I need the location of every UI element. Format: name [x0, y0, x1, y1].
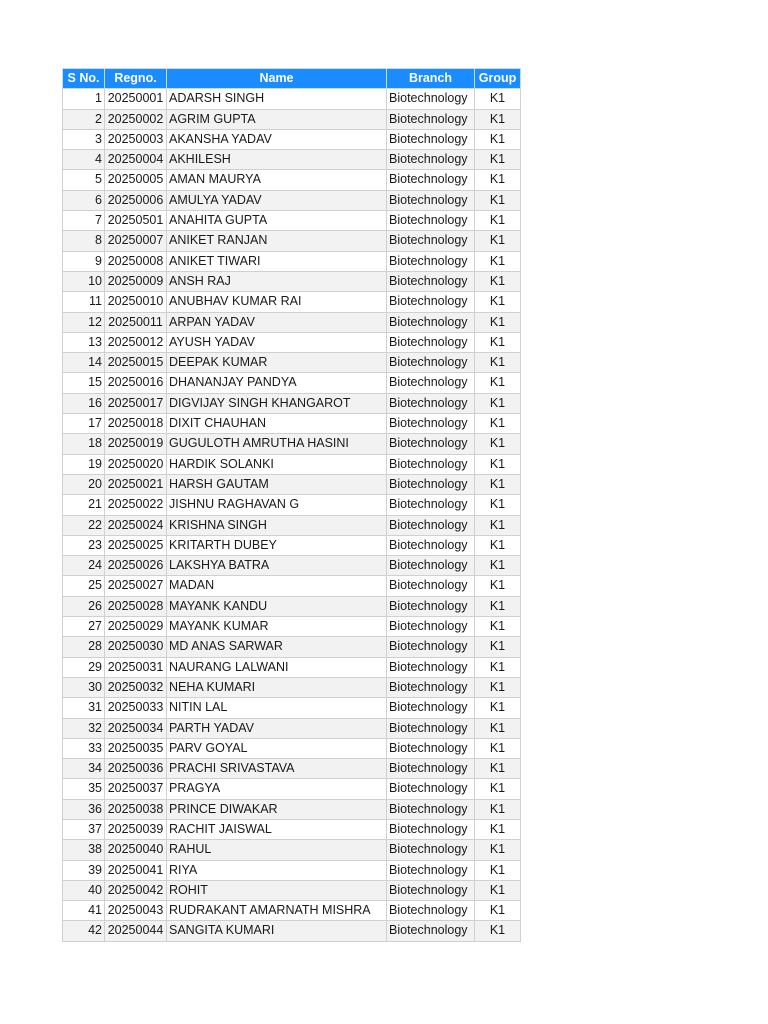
- cell-group: K1: [475, 89, 521, 109]
- cell-sno: 33: [63, 738, 105, 758]
- cell-sno: 2: [63, 109, 105, 129]
- cell-regno: 20250011: [105, 312, 167, 332]
- cell-sno: 32: [63, 718, 105, 738]
- cell-name: AMAN MAURYA: [167, 170, 387, 190]
- cell-name: ROHIT: [167, 880, 387, 900]
- table-row: [63, 698, 521, 718]
- cell-name: RUDRAKANT AMARNATH MISHRA: [167, 901, 387, 921]
- cell-branch: Biotechnology: [387, 657, 475, 677]
- cell-regno: 20250016: [105, 373, 167, 393]
- cell-branch: Biotechnology: [387, 231, 475, 251]
- cell-branch: Biotechnology: [387, 434, 475, 454]
- cell-regno: 20250041: [105, 860, 167, 880]
- cell-regno: 20250001: [105, 89, 167, 109]
- cell-regno: 20250037: [105, 779, 167, 799]
- table-row: [63, 738, 521, 758]
- cell-branch: Biotechnology: [387, 170, 475, 190]
- cell-regno: 20250029: [105, 617, 167, 637]
- table-row: [63, 535, 521, 555]
- cell-sno: 24: [63, 556, 105, 576]
- table-row: [63, 129, 521, 149]
- cell-name: DIXIT CHAUHAN: [167, 414, 387, 434]
- table-row: [63, 414, 521, 434]
- cell-branch: Biotechnology: [387, 617, 475, 637]
- cell-regno: 20250017: [105, 393, 167, 413]
- table-row: [63, 150, 521, 170]
- cell-branch: Biotechnology: [387, 211, 475, 231]
- cell-sno: 26: [63, 596, 105, 616]
- cell-group: K1: [475, 332, 521, 352]
- cell-name: AGRIM GUPTA: [167, 109, 387, 129]
- cell-sno: 10: [63, 271, 105, 291]
- cell-name: PARTH YADAV: [167, 718, 387, 738]
- table-body: [63, 89, 521, 941]
- cell-regno: 20250042: [105, 880, 167, 900]
- cell-sno: 34: [63, 759, 105, 779]
- cell-regno: 20250031: [105, 657, 167, 677]
- cell-regno: 20250026: [105, 556, 167, 576]
- cell-group: K1: [475, 779, 521, 799]
- cell-name: RAHUL: [167, 840, 387, 860]
- cell-name: AMULYA YADAV: [167, 190, 387, 210]
- cell-group: K1: [475, 495, 521, 515]
- cell-name: LAKSHYA BATRA: [167, 556, 387, 576]
- table-row: [63, 231, 521, 251]
- cell-sno: 31: [63, 698, 105, 718]
- cell-sno: 5: [63, 170, 105, 190]
- cell-regno: 20250039: [105, 819, 167, 839]
- table-row: [63, 190, 521, 210]
- cell-branch: Biotechnology: [387, 738, 475, 758]
- table-row: [63, 211, 521, 231]
- cell-sno: 22: [63, 515, 105, 535]
- cell-regno: 20250028: [105, 596, 167, 616]
- cell-sno: 30: [63, 677, 105, 697]
- cell-branch: Biotechnology: [387, 860, 475, 880]
- table-row: [63, 921, 521, 941]
- cell-group: K1: [475, 698, 521, 718]
- cell-name: JISHNU RAGHAVAN G: [167, 495, 387, 515]
- cell-group: K1: [475, 880, 521, 900]
- cell-regno: 20250032: [105, 677, 167, 697]
- table-row: [63, 779, 521, 799]
- cell-sno: 41: [63, 901, 105, 921]
- cell-group: K1: [475, 150, 521, 170]
- cell-name: NAURANG LALWANI: [167, 657, 387, 677]
- cell-group: K1: [475, 840, 521, 860]
- cell-group: K1: [475, 292, 521, 312]
- cell-name: GUGULOTH AMRUTHA HASINI: [167, 434, 387, 454]
- cell-branch: Biotechnology: [387, 312, 475, 332]
- cell-branch: Biotechnology: [387, 393, 475, 413]
- table-row: [63, 799, 521, 819]
- header-name: Name: [167, 69, 387, 89]
- cell-group: K1: [475, 819, 521, 839]
- cell-name: RACHIT JAISWAL: [167, 819, 387, 839]
- cell-sno: 15: [63, 373, 105, 393]
- table-row: [63, 556, 521, 576]
- cell-name: PRINCE DIWAKAR: [167, 799, 387, 819]
- cell-name: HARDIK SOLANKI: [167, 454, 387, 474]
- cell-branch: Biotechnology: [387, 677, 475, 697]
- cell-group: K1: [475, 576, 521, 596]
- cell-regno: 20250019: [105, 434, 167, 454]
- table-row: [63, 901, 521, 921]
- cell-branch: Biotechnology: [387, 89, 475, 109]
- cell-group: K1: [475, 860, 521, 880]
- cell-name: PRACHI SRIVASTAVA: [167, 759, 387, 779]
- table-row: [63, 840, 521, 860]
- cell-sno: 6: [63, 190, 105, 210]
- cell-sno: 14: [63, 353, 105, 373]
- cell-group: K1: [475, 454, 521, 474]
- cell-name: MAYANK KANDU: [167, 596, 387, 616]
- cell-group: K1: [475, 373, 521, 393]
- table-row: [63, 860, 521, 880]
- cell-branch: Biotechnology: [387, 454, 475, 474]
- cell-regno: 20250005: [105, 170, 167, 190]
- cell-regno: 20250021: [105, 474, 167, 494]
- cell-branch: Biotechnology: [387, 150, 475, 170]
- table-row: [63, 251, 521, 271]
- cell-sno: 27: [63, 617, 105, 637]
- cell-branch: Biotechnology: [387, 373, 475, 393]
- table-row: [63, 657, 521, 677]
- cell-group: K1: [475, 474, 521, 494]
- student-table: [62, 68, 521, 942]
- table-row: [63, 637, 521, 657]
- header-group: Group: [475, 69, 521, 89]
- cell-name: HARSH GAUTAM: [167, 474, 387, 494]
- cell-name: DHANANJAY PANDYA: [167, 373, 387, 393]
- cell-name: PARV GOYAL: [167, 738, 387, 758]
- cell-group: K1: [475, 271, 521, 291]
- cell-group: K1: [475, 353, 521, 373]
- cell-regno: 20250010: [105, 292, 167, 312]
- cell-regno: 20250038: [105, 799, 167, 819]
- cell-regno: 20250004: [105, 150, 167, 170]
- cell-branch: Biotechnology: [387, 779, 475, 799]
- cell-group: K1: [475, 170, 521, 190]
- cell-sno: 42: [63, 921, 105, 941]
- cell-regno: 20250030: [105, 637, 167, 657]
- cell-group: K1: [475, 211, 521, 231]
- cell-regno: 20250006: [105, 190, 167, 210]
- cell-name: MADAN: [167, 576, 387, 596]
- table-row: [63, 880, 521, 900]
- cell-sno: 11: [63, 292, 105, 312]
- cell-name: PRAGYA: [167, 779, 387, 799]
- cell-group: K1: [475, 901, 521, 921]
- cell-regno: 20250008: [105, 251, 167, 271]
- cell-group: K1: [475, 637, 521, 657]
- cell-branch: Biotechnology: [387, 129, 475, 149]
- cell-name: ADARSH SINGH: [167, 89, 387, 109]
- cell-branch: Biotechnology: [387, 414, 475, 434]
- cell-group: K1: [475, 617, 521, 637]
- cell-group: K1: [475, 231, 521, 251]
- cell-sno: 25: [63, 576, 105, 596]
- cell-regno: 20250003: [105, 129, 167, 149]
- cell-sno: 23: [63, 535, 105, 555]
- cell-branch: Biotechnology: [387, 495, 475, 515]
- cell-group: K1: [475, 190, 521, 210]
- header-regno: Regno.: [105, 69, 167, 89]
- cell-branch: Biotechnology: [387, 819, 475, 839]
- cell-branch: Biotechnology: [387, 576, 475, 596]
- table-row: [63, 312, 521, 332]
- cell-sno: 28: [63, 637, 105, 657]
- cell-group: K1: [475, 596, 521, 616]
- cell-sno: 8: [63, 231, 105, 251]
- cell-group: K1: [475, 393, 521, 413]
- cell-branch: Biotechnology: [387, 840, 475, 860]
- cell-sno: 17: [63, 414, 105, 434]
- header-branch: Branch: [387, 69, 475, 89]
- cell-branch: Biotechnology: [387, 251, 475, 271]
- cell-group: K1: [475, 109, 521, 129]
- table-row: [63, 474, 521, 494]
- cell-name: ANSH RAJ: [167, 271, 387, 291]
- cell-name: AKANSHA YADAV: [167, 129, 387, 149]
- cell-group: K1: [475, 556, 521, 576]
- table-row: [63, 576, 521, 596]
- cell-sno: 16: [63, 393, 105, 413]
- table-header-row: [63, 69, 521, 89]
- cell-regno: 20250034: [105, 718, 167, 738]
- cell-group: K1: [475, 414, 521, 434]
- cell-branch: Biotechnology: [387, 190, 475, 210]
- cell-regno: 20250012: [105, 332, 167, 352]
- cell-branch: Biotechnology: [387, 271, 475, 291]
- cell-branch: Biotechnology: [387, 901, 475, 921]
- cell-regno: 20250035: [105, 738, 167, 758]
- cell-sno: 12: [63, 312, 105, 332]
- table-row: [63, 393, 521, 413]
- cell-name: ANUBHAV KUMAR RAI: [167, 292, 387, 312]
- cell-name: ARPAN YADAV: [167, 312, 387, 332]
- cell-group: K1: [475, 251, 521, 271]
- cell-group: K1: [475, 657, 521, 677]
- cell-name: AYUSH YADAV: [167, 332, 387, 352]
- cell-name: MD ANAS SARWAR: [167, 637, 387, 657]
- table-row: [63, 515, 521, 535]
- cell-name: KRISHNA SINGH: [167, 515, 387, 535]
- cell-group: K1: [475, 434, 521, 454]
- cell-regno: 20250007: [105, 231, 167, 251]
- table-row: [63, 819, 521, 839]
- cell-name: DEEPAK KUMAR: [167, 353, 387, 373]
- cell-sno: 29: [63, 657, 105, 677]
- cell-regno: 20250002: [105, 109, 167, 129]
- cell-regno: 20250027: [105, 576, 167, 596]
- cell-branch: Biotechnology: [387, 880, 475, 900]
- cell-regno: 20250024: [105, 515, 167, 535]
- table-row: [63, 454, 521, 474]
- table-row: [63, 718, 521, 738]
- cell-sno: 21: [63, 495, 105, 515]
- table-row: [63, 677, 521, 697]
- cell-regno: 20250009: [105, 271, 167, 291]
- cell-group: K1: [475, 718, 521, 738]
- cell-sno: 19: [63, 454, 105, 474]
- table-row: [63, 170, 521, 190]
- cell-branch: Biotechnology: [387, 921, 475, 941]
- cell-name: ANAHITA GUPTA: [167, 211, 387, 231]
- cell-branch: Biotechnology: [387, 515, 475, 535]
- cell-name: KRITARTH DUBEY: [167, 535, 387, 555]
- cell-sno: 35: [63, 779, 105, 799]
- cell-sno: 37: [63, 819, 105, 839]
- cell-regno: 20250025: [105, 535, 167, 555]
- cell-regno: 20250033: [105, 698, 167, 718]
- cell-name: DIGVIJAY SINGH KHANGAROT: [167, 393, 387, 413]
- table-row: [63, 109, 521, 129]
- cell-group: K1: [475, 312, 521, 332]
- student-list-sheet: [62, 68, 521, 942]
- cell-branch: Biotechnology: [387, 637, 475, 657]
- cell-sno: 36: [63, 799, 105, 819]
- cell-branch: Biotechnology: [387, 799, 475, 819]
- cell-branch: Biotechnology: [387, 332, 475, 352]
- cell-branch: Biotechnology: [387, 759, 475, 779]
- cell-name: SANGITA KUMARI: [167, 921, 387, 941]
- cell-regno: 20250020: [105, 454, 167, 474]
- cell-regno: 20250036: [105, 759, 167, 779]
- cell-regno: 20250044: [105, 921, 167, 941]
- cell-sno: 9: [63, 251, 105, 271]
- cell-sno: 20: [63, 474, 105, 494]
- cell-sno: 7: [63, 211, 105, 231]
- cell-regno: 20250022: [105, 495, 167, 515]
- cell-regno: 20250040: [105, 840, 167, 860]
- cell-name: RIYA: [167, 860, 387, 880]
- cell-group: K1: [475, 738, 521, 758]
- cell-group: K1: [475, 677, 521, 697]
- cell-regno: 20250043: [105, 901, 167, 921]
- table-row: [63, 759, 521, 779]
- cell-group: K1: [475, 799, 521, 819]
- cell-group: K1: [475, 535, 521, 555]
- table-row: [63, 271, 521, 291]
- cell-group: K1: [475, 921, 521, 941]
- header-sno: S No.: [63, 69, 105, 89]
- table-row: [63, 89, 521, 109]
- cell-branch: Biotechnology: [387, 353, 475, 373]
- cell-sno: 3: [63, 129, 105, 149]
- cell-name: ANIKET RANJAN: [167, 231, 387, 251]
- cell-sno: 40: [63, 880, 105, 900]
- cell-sno: 18: [63, 434, 105, 454]
- cell-name: NEHA KUMARI: [167, 677, 387, 697]
- cell-name: NITIN LAL: [167, 698, 387, 718]
- cell-branch: Biotechnology: [387, 535, 475, 555]
- table-row: [63, 596, 521, 616]
- cell-regno: 20250018: [105, 414, 167, 434]
- cell-branch: Biotechnology: [387, 292, 475, 312]
- cell-group: K1: [475, 129, 521, 149]
- cell-group: K1: [475, 515, 521, 535]
- table-row: [63, 617, 521, 637]
- cell-branch: Biotechnology: [387, 596, 475, 616]
- table-row: [63, 353, 521, 373]
- table-row: [63, 495, 521, 515]
- table-row: [63, 332, 521, 352]
- cell-group: K1: [475, 759, 521, 779]
- cell-sno: 4: [63, 150, 105, 170]
- cell-sno: 13: [63, 332, 105, 352]
- cell-name: MAYANK KUMAR: [167, 617, 387, 637]
- cell-regno: 20250015: [105, 353, 167, 373]
- cell-branch: Biotechnology: [387, 718, 475, 738]
- cell-branch: Biotechnology: [387, 109, 475, 129]
- cell-sno: 38: [63, 840, 105, 860]
- cell-sno: 39: [63, 860, 105, 880]
- cell-name: ANIKET TIWARI: [167, 251, 387, 271]
- table-row: [63, 434, 521, 454]
- cell-name: AKHILESH: [167, 150, 387, 170]
- table-row: [63, 292, 521, 312]
- cell-branch: Biotechnology: [387, 698, 475, 718]
- cell-regno: 20250501: [105, 211, 167, 231]
- cell-sno: 1: [63, 89, 105, 109]
- table-row: [63, 373, 521, 393]
- cell-branch: Biotechnology: [387, 556, 475, 576]
- cell-branch: Biotechnology: [387, 474, 475, 494]
